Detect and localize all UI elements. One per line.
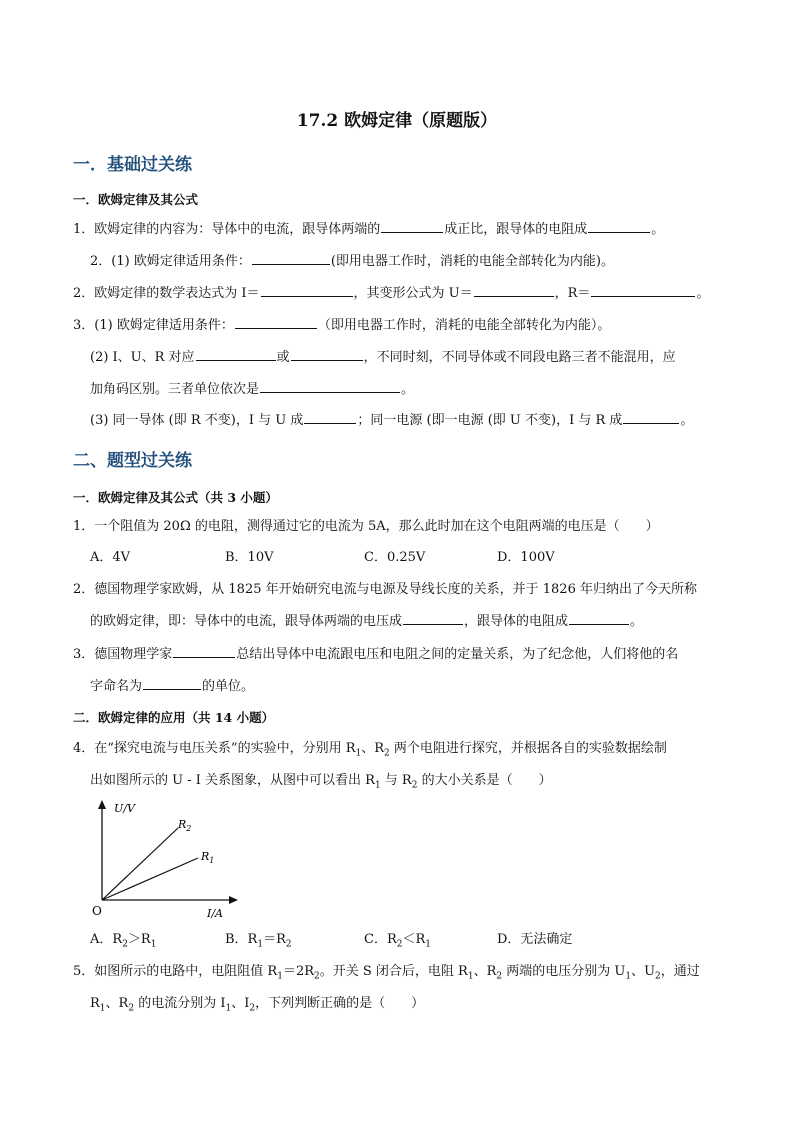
answer-blank[interactable] [291, 348, 363, 361]
mcq-1-option-a[interactable]: A．4V [90, 550, 131, 565]
answer-blank[interactable] [261, 284, 353, 297]
x-axis-arrow [229, 896, 238, 904]
origin-label: O [92, 904, 102, 918]
subheading-ohms-law-formula: 一．欧姆定律及其公式 [73, 192, 199, 207]
u-i-graph [88, 798, 248, 924]
question-1-basic: 1．欧姆定律的内容为：导体中的电流，跟导体两端的 成正比，跟导体的电阻成 。 [73, 222, 665, 237]
r1-line [102, 858, 198, 900]
answer-blank[interactable] [623, 411, 679, 424]
section-heading-types: 二、题型过关练 [73, 451, 192, 471]
mcq-4-option-a[interactable]: A．$R_2>R_1$ [90, 932, 157, 950]
answer-blank[interactable] [252, 252, 330, 265]
question-2-conditions: 2．(1) 欧姆定律适用条件： (即用电器工作时，消耗的电能全部转化为内能)。 [90, 254, 614, 269]
answer-blank[interactable] [591, 284, 695, 297]
answer-blank[interactable] [260, 380, 400, 393]
question-2-stem-line2: 的欧姆定律，即：导体中的电流，跟导体两端的电压成 ，跟导体的电阻成 。 [90, 614, 644, 629]
mcq-4-option-d[interactable]: D．无法确定 [497, 932, 573, 947]
answer-blank[interactable] [381, 220, 443, 233]
question-3-correspondence: (2) I、U、R 对应 或 ，不同时刻，不同导体或不同段电路三者不能混用，应 [90, 350, 676, 365]
mcq-4-option-b[interactable]: B．$R_1=R_2$ [225, 932, 292, 950]
question-2-expression: 2．欧姆定律的数学表达式为 I＝ ，其变形公式为 U＝ ，R＝ 。 [73, 286, 710, 301]
answer-blank[interactable] [474, 284, 554, 297]
question-3-conditions: 3．(1) 欧姆定律适用条件： （即用电器工作时，消耗的电能全部转化为内能）。 [73, 318, 611, 333]
question-3-proportion: (3) 同一导体 (即 R 不变)，I 与 U 成 ；同一电源 (即一电源 (即 U 不变)，I 与 R 成 。 [90, 413, 694, 428]
answer-blank[interactable] [569, 612, 629, 625]
question-5-stem-line1: 5．如图所示的电路中，电阻阻值 $R_1=2R_2$。开关 S 闭合后，电阻 $R_1$、$R_2$ 两端的电压分别为 $U_1$、$U_2$，通过 [73, 964, 700, 982]
question-3-stem-line2: 字命名为 的单位。 [90, 679, 255, 694]
mcq-1-option-c[interactable]: C．0.25V [364, 550, 426, 565]
answer-blank[interactable] [143, 677, 201, 690]
answer-blank[interactable] [304, 411, 356, 424]
subheading-application-questions: 二．欧姆定律的应用（共 14 小题） [73, 710, 275, 725]
mcq-1-stem: 1．一个阻值为 20Ω 的电阻，测得通过它的电流为 5A，那么此时加在这个电阻两端的电压是（ ） [73, 519, 659, 534]
answer-blank[interactable] [173, 645, 235, 658]
answer-blank[interactable] [403, 612, 463, 625]
question-4-stem-line2: 出如图所示的 U - I 关系图象，从图中可以看出 $R_1$ 与 $R_2$ 的大小关系是（ ） [90, 773, 552, 791]
r1-label: $R_1$ [201, 850, 215, 865]
r2-line [102, 828, 178, 900]
answer-blank[interactable] [588, 220, 650, 233]
answer-blank[interactable] [196, 348, 276, 361]
mcq-4-option-c[interactable]: C．$R_2<R_1$ [364, 932, 432, 950]
mcq-1-option-d[interactable]: D．100V [497, 550, 555, 565]
question-4-stem-line1: 4．在“探究电流与电压关系”的实验中，分别用 $R_1$、$R_2$ 两个电阻进行探究，并根据各自的实验数据绘制 [73, 741, 667, 759]
question-3-stem-line1: 3．德国物理学家 总结出导体中电流跟电压和电阻之间的定量关系，为了纪念他，人们将他的名 [73, 647, 679, 662]
question-5-stem-line2: $R_1$、$R_2$ 的电流分别为 $I_1$、$I_2$，下列判断正确的是（ ） [90, 996, 425, 1014]
question-3-units: 加角码区别。三者单位依次是 。 [90, 382, 415, 397]
mcq-1-option-b[interactable]: B．10V [225, 550, 274, 565]
answer-blank[interactable] [235, 316, 317, 329]
section-heading-basic: 一．基础过关练 [73, 155, 192, 175]
subheading-formula-questions: 一．欧姆定律及其公式（共 3 小题） [73, 490, 278, 505]
page-title: 17.2 欧姆定律（原题版） [296, 111, 498, 131]
x-axis-label: I/A [207, 907, 223, 920]
y-axis-arrow [98, 800, 106, 809]
y-axis-label: U/V [114, 802, 135, 815]
r2-label: $R_2$ [178, 818, 192, 833]
question-2-stem-line1: 2．德国物理学家欧姆，从 1825 年开始研究电流与电源及导线长度的关系，并于 1826 年归纳出了今天所称 [73, 582, 697, 597]
